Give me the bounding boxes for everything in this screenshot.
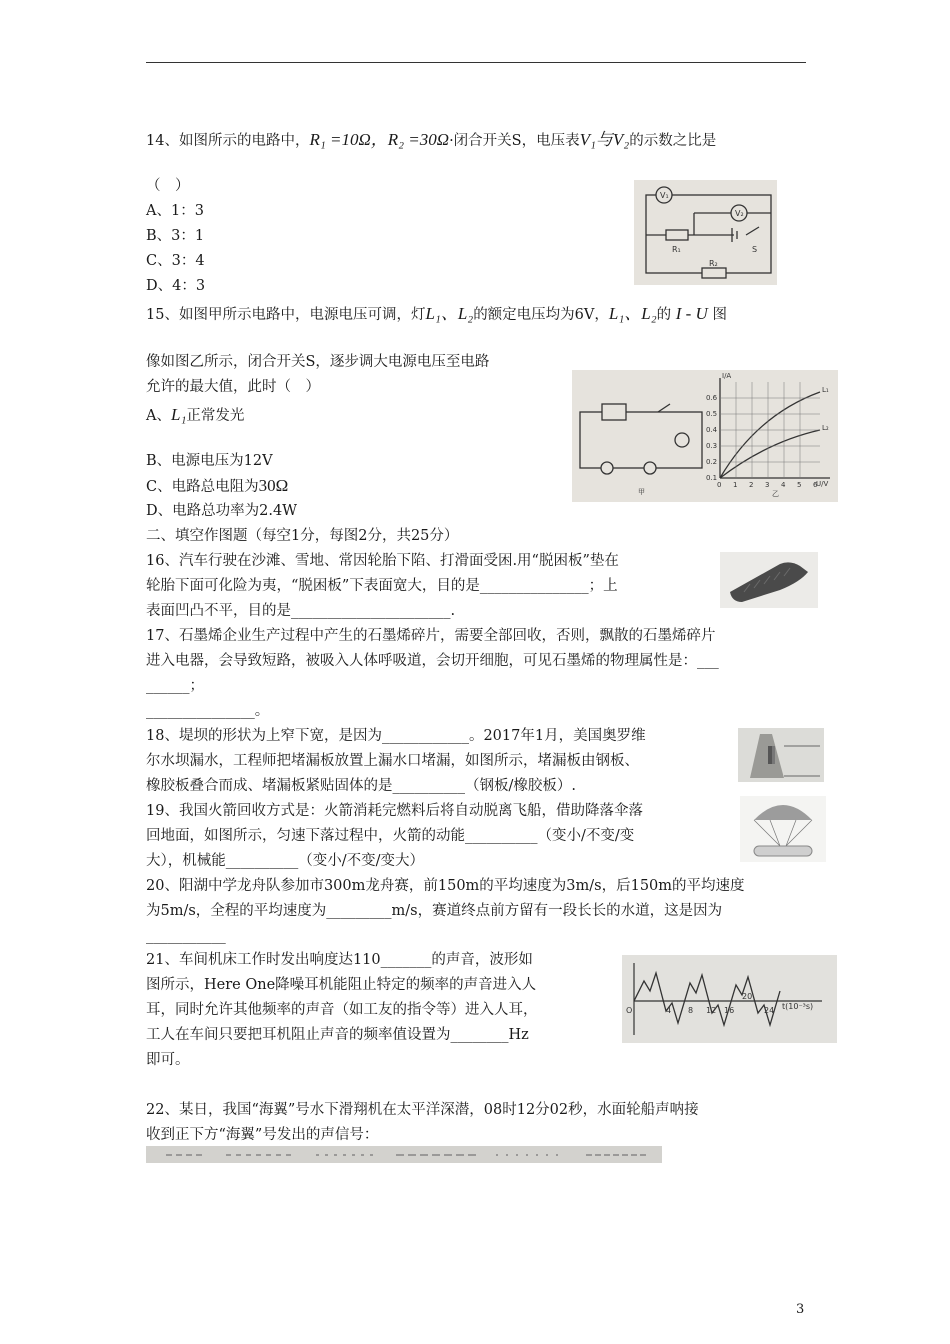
q21-fig-tick: 4 [666,1006,672,1015]
q15-fig-axis-u: U/V [816,480,829,488]
q15-fig-xtick: 3 [765,481,770,489]
q19-parachute-svg [740,796,826,862]
q15-option-d: D、电路总功率为2.4W [146,503,298,519]
q21-fig-origin: O [626,1006,633,1015]
q21-fig-tick: 24 [764,1006,775,1015]
q15-fig-xtick: 4 [781,481,786,489]
q19-line2: 回地面，如图所示，匀速下落过程中，火箭的动能__________（变小/不变/变 [146,828,635,844]
q18-line3: 橡胶板叠合而成、堵漏板紧贴固体的是__________（钢板/橡胶板）. [146,778,576,794]
q20-line3: ___________ [146,928,226,944]
q15-option-c-prefix: C、电路总电阻为 [146,479,259,495]
q18-line2: 尔水坝漏水，工程师把堵漏板放置上漏水口堵漏，如图所示，堵漏板由钢板、 [146,753,639,769]
q21-line3: 耳，同时允许其他频率的声音（如工友的指令等）进入人耳， [146,1002,538,1018]
q15-option-c [146,474,288,499]
q14-fig-r1: R₁ [672,245,681,254]
q14-fig-s: S [752,245,758,254]
q18-dam-image [738,728,824,782]
q15-figure-svg [572,370,838,502]
q14-fig-v1: V₁ [660,191,669,200]
q14-suffix: 的示数之比是 [629,133,717,149]
q19-line3: 大），机械能__________（变小/不变/变大） [146,853,425,869]
q21-line1: 21、车间机床工作时发出响度达110_______的声音，波形如 [146,952,533,968]
q15-l1l2: L₁、L₂ [425,304,474,323]
q22-line2: 收到正下方“海翼”号发出的声信号： [146,1127,379,1143]
q14-option-a: A、1：3 [146,203,204,219]
q15-fig-xtick: 5 [797,481,802,489]
q15-fig-ytick: 0.2 [706,458,718,466]
q14-r2: R₂ =30Ω [387,130,450,149]
q15-option-a [146,403,244,428]
q15-stem-line1 [146,302,727,327]
q15-option-b: B、电源电压为12V [146,453,273,469]
q17-line3: ______； [146,678,204,694]
q22-signal-strip-svg [146,1146,662,1163]
q21-line5: 即可。 [146,1052,190,1068]
q21-fig-tick: 8 [688,1006,694,1015]
q15-option-a-prefix: A、 [146,408,171,424]
header-rule [146,62,806,63]
q14-option-c: C、3：4 [146,253,205,269]
q14-paren: （ ） [146,178,190,194]
q15-fig-ytick: 0.1 [706,474,718,482]
q14-option-b: B、3：1 [146,228,205,244]
q17-line2: 进入电器，会导致短路，被吸入人体呼吸道，会切开细胞，可见石墨烯的物理属性是：___ [146,653,719,669]
q15-line1a: 15、如图甲所示电路中，电源电压可调，灯 [146,307,426,323]
q17-line1: 17、石墨烯企业生产过程中产生的石墨烯碎片，需要全部回收，否则，飘散的石墨烯碎片 [146,628,716,644]
q16-line2: 轮胎下面可化险为夷，“脱困板”下表面宽大，目的是_______________；上 [146,578,618,594]
q15-fig-curve-label-l1: L₁ [822,386,829,394]
q15-stem-line3: 允许的最大值，此时（ ） [146,379,320,395]
q15-fig-axis-i: I/A [722,372,732,380]
q16-line3: 表面凹凸不平，目的是______________________. [146,603,456,619]
q15-fig-xtick: 2 [749,481,754,489]
q19-parachute-image [740,796,826,862]
q16-board-svg [720,552,818,608]
q15-stem-line2: 像如图乙所示，闭合开关S，逐步调大电源电压至电路 [146,354,490,370]
q21-line2: 图所示，Here One降噪耳机能阻止特定的频率的声音进入人 [146,977,537,993]
q15-fig-caption-right: 乙 [772,490,779,498]
q15-option-c-val: 30Ω [258,476,289,495]
q21-line4: 工人在车间只要把耳机阻止声音的频率值设置为________Hz [146,1027,529,1043]
q15-de: 的 [656,307,672,323]
q14-option-d: D、4：3 [146,278,206,294]
q14-circuit-figure [634,180,777,285]
q19-line1: 19、我国火箭回收方式是：火箭消耗完燃料后将自动脱离飞船，借助降落伞落 [146,803,643,819]
q15-fig-ytick: 0.5 [706,410,718,418]
q15-fig-xtick: 6 [813,481,818,489]
q15-option-a-suffix: 正常发光 [186,408,245,424]
q15-fig-xtick: 0 [717,481,722,489]
q17-line4: _______________。 [146,703,270,719]
q15-line1b: 的额定电压均为6V， [473,307,609,323]
q15-fig-xtick: 1 [733,481,738,489]
q15-iu: I - U [675,304,708,323]
q21-fig-tick: 16 [724,1006,735,1015]
q14-prefix: 14、如图所示的电路中， [146,133,310,149]
q14-stem [146,128,716,153]
q15-figure [572,370,838,502]
q16-line1: 16、汽车行驶在沙滩、雪地、常因轮胎下陷、打滑面受困.用“脱困板”垫在 [146,553,619,569]
q14-r1: R₁ =10Ω， [309,130,388,149]
q20-line2: 为5m/s，全程的平均速度为_________m/s，赛道终点前方留有一段长长的水道，这是因为 [146,903,723,919]
q22-signal-strip [146,1146,662,1163]
q15-fig-ytick: 0.3 [706,442,718,450]
q21-waveform-image [622,955,837,1043]
q15-fig-caption-left: 甲 [638,488,645,496]
q15-fig-ytick: 0.6 [706,394,718,402]
q15-tu: 图 [712,307,727,323]
q15-option-a-var: L₁ [170,405,187,424]
q21-fig-axis-label: t(10⁻³s) [782,1002,814,1011]
q22-line1: 22、某日，我国“海翼”号水下滑翔机在太平洋深潜，08时12分02秒，水面轮船声呐接 [146,1102,699,1118]
q15-fig-curve-label-l2: L₂ [822,424,829,432]
q14-fig-r2: R₂ [709,259,718,268]
q21-fig-tick: 12 [706,1006,717,1015]
page-number: 3 [796,1302,805,1317]
q15-l1l2b: L₁、L₂ [608,304,657,323]
q14-voltmeters: V₁与V₂ [579,130,630,149]
q16-board-image [720,552,818,608]
q15-fig-ytick: 0.4 [706,426,718,434]
q14-fig-v2: V₂ [735,209,744,218]
section-2-heading: 二、填空作图题（每空1分，每图2分，共25分） [146,528,459,544]
q18-dam-svg [738,728,824,782]
q18-line1: 18、堤坝的形状为上窄下宽，是因为____________。2017年1月，美国奥罗维 [146,728,646,744]
q14-circuit-svg [634,180,777,285]
q21-waveform-svg [622,955,837,1043]
q20-line1: 20、阳湖中学龙舟队参加市300m龙舟赛，前150m的平均速度为3m/s，后150m的平均速度 [146,878,745,894]
q21-fig-tick: 20 [742,992,753,1001]
q14-mid: ·闭合开关S，电压表 [449,133,580,149]
